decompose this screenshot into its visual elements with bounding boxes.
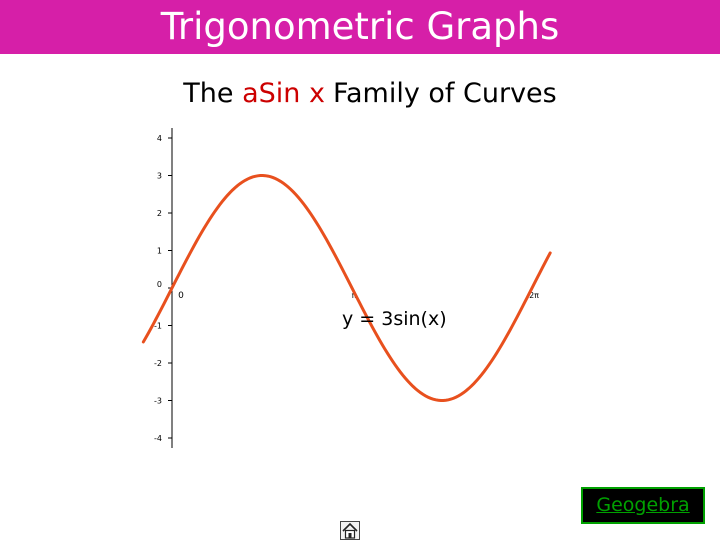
sine-curve bbox=[143, 176, 550, 401]
y-tick-label: 0 bbox=[156, 280, 162, 289]
subtitle-prefix: The bbox=[183, 78, 243, 109]
geogebra-link-button[interactable]: Geogebra bbox=[581, 487, 705, 524]
y-tick-label: 3 bbox=[156, 171, 162, 181]
y-tick-label: 1 bbox=[156, 246, 162, 256]
equation-label: y = 3sin(x) bbox=[342, 308, 447, 330]
y-tick-label: -2 bbox=[154, 359, 162, 368]
subtitle-sin-x: Sin x bbox=[258, 78, 325, 109]
home-icon[interactable] bbox=[340, 521, 360, 540]
x-tick-label: π bbox=[351, 291, 357, 300]
y-tick-label: 2 bbox=[156, 209, 162, 218]
x-tick-label: 0 bbox=[178, 291, 184, 301]
y-tick-label: -1 bbox=[154, 321, 162, 331]
subtitle-suffix: Family of Curves bbox=[332, 78, 557, 109]
y-tick-label: 4 bbox=[156, 134, 162, 143]
subtitle-a: a bbox=[242, 78, 259, 109]
y-tick-label: -3 bbox=[154, 396, 162, 406]
x-tick-label: 2π bbox=[529, 291, 539, 300]
y-axis bbox=[154, 128, 172, 448]
y-tick-label: -4 bbox=[154, 434, 162, 443]
page-title: Trigonometric Graphs bbox=[160, 5, 560, 48]
